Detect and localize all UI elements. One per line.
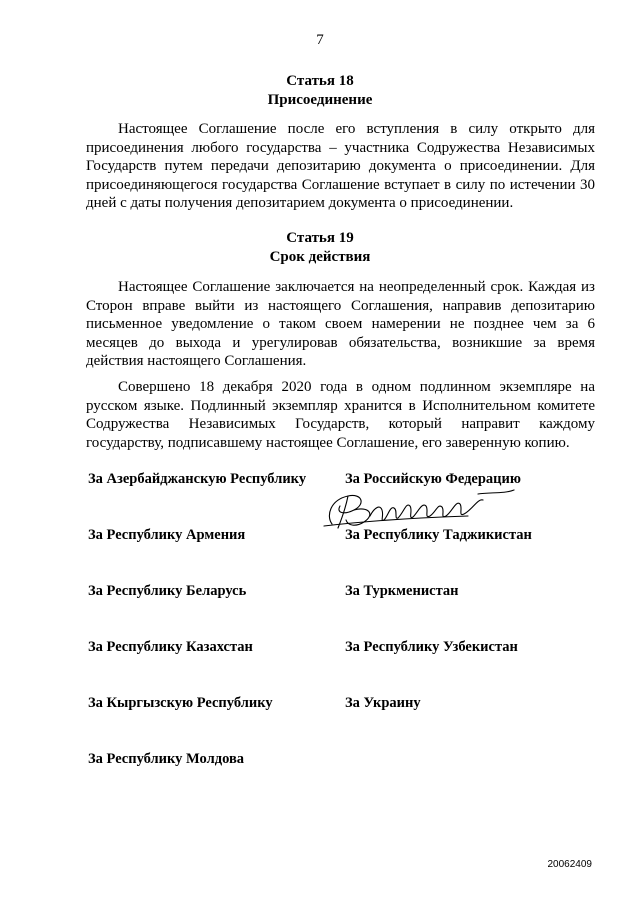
closing-text: Совершено 18 декабря 2020 года в одном подлинном экземпляре на русском языке. Подлинный экземпляр хранится в Исполнительном комитете Содружества Независимых Государств, который направит каждому государству, подписавшему настоящее Соглашение, его заверенную копию. — [86, 379, 595, 451]
handwritten-signature — [318, 486, 528, 532]
signatory-kyrgyzstan: За Кыргызскую Республику — [88, 695, 273, 711]
signatory-armenia: За Республику Армения — [88, 527, 246, 543]
signatory-russia: За Российскую Федерацию — [345, 471, 521, 487]
article-18-subtitle: Присоединение — [267, 92, 373, 108]
signatory-turkmenistan: За Туркменистан — [345, 583, 459, 599]
signatory-tajikistan: За Республику Таджикистан — [345, 527, 532, 543]
signatory-uzbekistan: За Республику Узбекистан — [345, 639, 518, 655]
signatory-ukraine: За Украину — [345, 695, 421, 711]
page-number: 7 — [316, 32, 324, 48]
signatory-azerbaijan: За Азербайджанскую Республику — [88, 471, 307, 487]
article-18-title: Статья 18 — [286, 73, 354, 89]
article-18-text: Настоящее Соглашение после его вступления в силу открыто для присоединения любого государства – участника Содружества Независимых Государств путем передачи депозитарию документа о присоединении. Для присоединяющегося государства Соглашение вступает в силу по истечении 30 дней с даты получения депозитарием документа о присоединении. — [86, 121, 595, 212]
article-19-text: Настоящее Соглашение заключается на неопределенный срок. Каждая из Сторон вправе выйти из настоящего Соглашения, направив депозитарию письменное уведомление о таком своем намерении не позднее чем за 6 месяцев до выхода и урегулировав обязательства, возникшие за время действия настоящего Соглашения. — [86, 279, 595, 370]
article-19-subtitle: Срок действия — [269, 249, 371, 265]
signatory-moldova: За Республику Молдова — [88, 751, 245, 767]
article-19-title: Статья 19 — [286, 230, 354, 246]
signatory-kazakhstan: За Республику Казахстан — [88, 639, 253, 655]
signatory-belarus: За Республику Беларусь — [88, 583, 247, 599]
document-code: 20062409 — [547, 859, 592, 870]
